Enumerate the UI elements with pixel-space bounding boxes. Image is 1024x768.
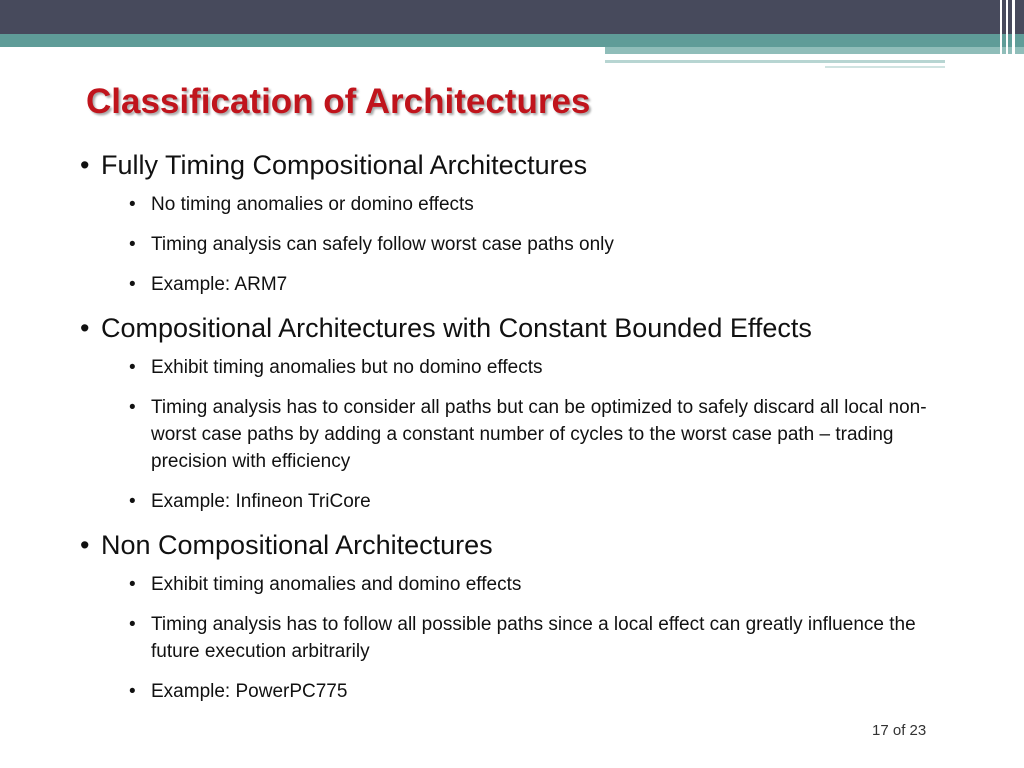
header-accent-line-short [825,66,945,68]
header-accent-line [605,60,945,63]
bullet-icon: • [129,491,136,512]
bullet-icon: • [80,150,90,180]
bullet-icon: • [129,614,136,635]
list-item-text: Example: ARM7 [151,274,288,295]
list-item-text: Exhibit timing anomalies but no domino effects [151,357,543,378]
list-item [80,488,960,515]
header-stripes [994,0,1024,70]
header-band-dark [0,0,1024,34]
header-band-accent [605,47,1024,54]
section-heading [80,528,960,562]
list-item-text: Timing analysis has to follow all possible paths since a local effect can greatly influence the future execution arbitrarily [151,614,916,662]
list-item [80,191,960,218]
header-band-teal [0,34,1024,47]
bullet-icon: • [129,234,136,255]
bullet-icon: • [80,313,90,343]
list-item [80,611,960,665]
section-heading-text: Fully Timing Compositional Architectures [101,150,588,180]
list-item [80,571,960,598]
list-item-text: Timing analysis can safely follow worst case paths only [151,234,614,255]
list-item-text: Exhibit timing anomalies and domino effects [151,574,522,595]
bullet-icon: • [80,530,90,560]
bullet-icon: • [129,574,136,595]
list-item-text: Timing analysis has to consider all paths but can be optimized to safely discard all local non-worst case paths by adding a constant number of cycles to the worst case path – trading precision with efficiency [151,397,927,472]
list-item [80,678,960,705]
section-heading [80,148,960,182]
bullet-icon: • [129,357,136,378]
list-item-text: Example: Infineon TriCore [151,491,371,512]
bullet-icon: • [129,274,136,295]
list-item-text: No timing anomalies or domino effects [151,194,474,215]
bullet-icon: • [129,681,136,702]
bullet-icon: • [129,194,136,215]
bullet-icon: • [129,397,136,418]
section-heading-text: Non Compositional Architectures [101,530,493,560]
section-heading-text: Compositional Architectures with Constant Bounded Effects [101,313,812,343]
list-item-text: Example: PowerPC775 [151,681,348,702]
slide-body [80,148,960,705]
list-item [80,354,960,381]
list-item [80,394,960,475]
section-heading [80,311,960,345]
list-item [80,271,960,298]
page-number: 17 of 23 [872,722,927,739]
list-item [80,231,960,258]
slide-title: Classification of Architectures [86,82,591,121]
